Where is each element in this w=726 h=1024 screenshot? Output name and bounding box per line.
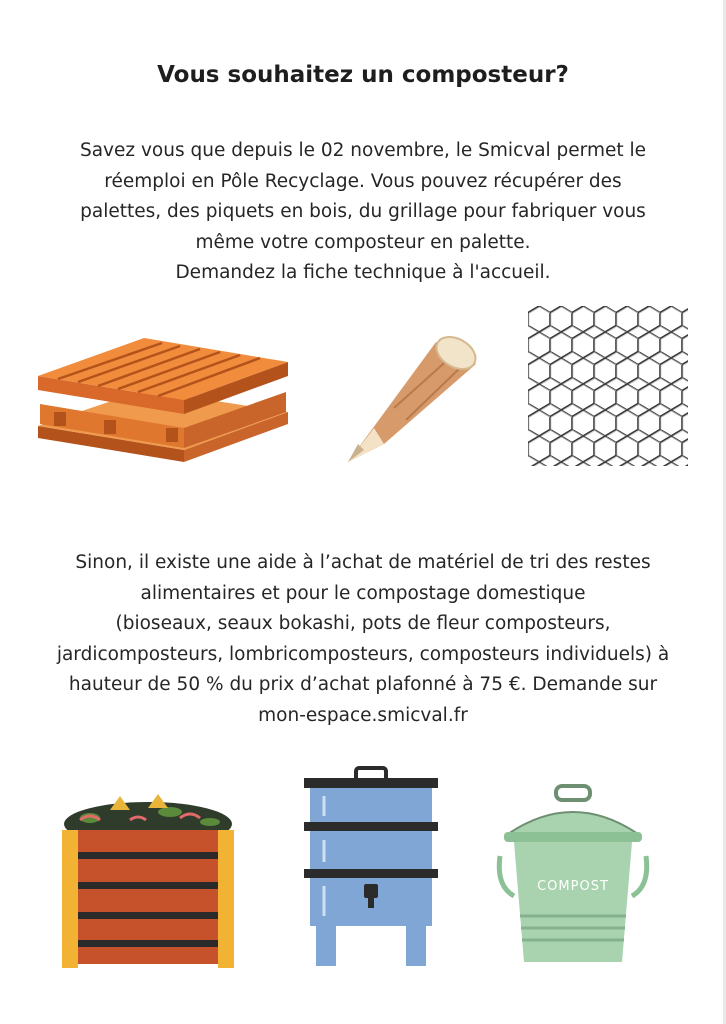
aid-line: (bioseaux, seaux bokashi, pots de fleur composteurs, — [115, 613, 611, 634]
intro-line: même votre composteur en palette. — [195, 231, 531, 253]
intro-line: palettes, des piquets en bois, du grillage pour fabriquer vous — [80, 201, 646, 222]
aid-line: jardicomposteurs, lombricomposteurs, composteurs individuels) à — [56, 643, 670, 665]
aid-line: Sinon, il existe une aide à l’achat de matériel de tri des restes — [75, 552, 651, 573]
aid-line: mon-espace.smicval.fr — [258, 704, 468, 726]
page-title: Vous souhaitez un composteur? — [157, 62, 569, 88]
wire-mesh-icon — [528, 306, 688, 466]
wooden-composter-icon — [50, 790, 246, 970]
pallet-icon — [34, 330, 292, 466]
aid-paragraph — [20, 548, 706, 731]
compost-label: COMPOST — [537, 879, 609, 894]
intro-line: réemploi en Pôle Recyclage. Vous pouvez récupérer des — [104, 170, 622, 192]
aid-line: alimentaires et pour le compostage domestique — [140, 582, 586, 604]
intro-paragraph — [20, 136, 706, 289]
compost-pail-icon — [494, 782, 652, 970]
intro-line: Demandez la fiche technique à l'accueil. — [175, 262, 551, 283]
intro-line: Savez vous que depuis le 02 novembre, le Smicval permet le — [79, 140, 647, 161]
wooden-stake-icon — [344, 332, 482, 466]
worm-bin-icon — [300, 766, 442, 970]
aid-line: hauteur de 50 % du prix d’achat plafonné à 75 €. Demande sur — [68, 674, 658, 695]
